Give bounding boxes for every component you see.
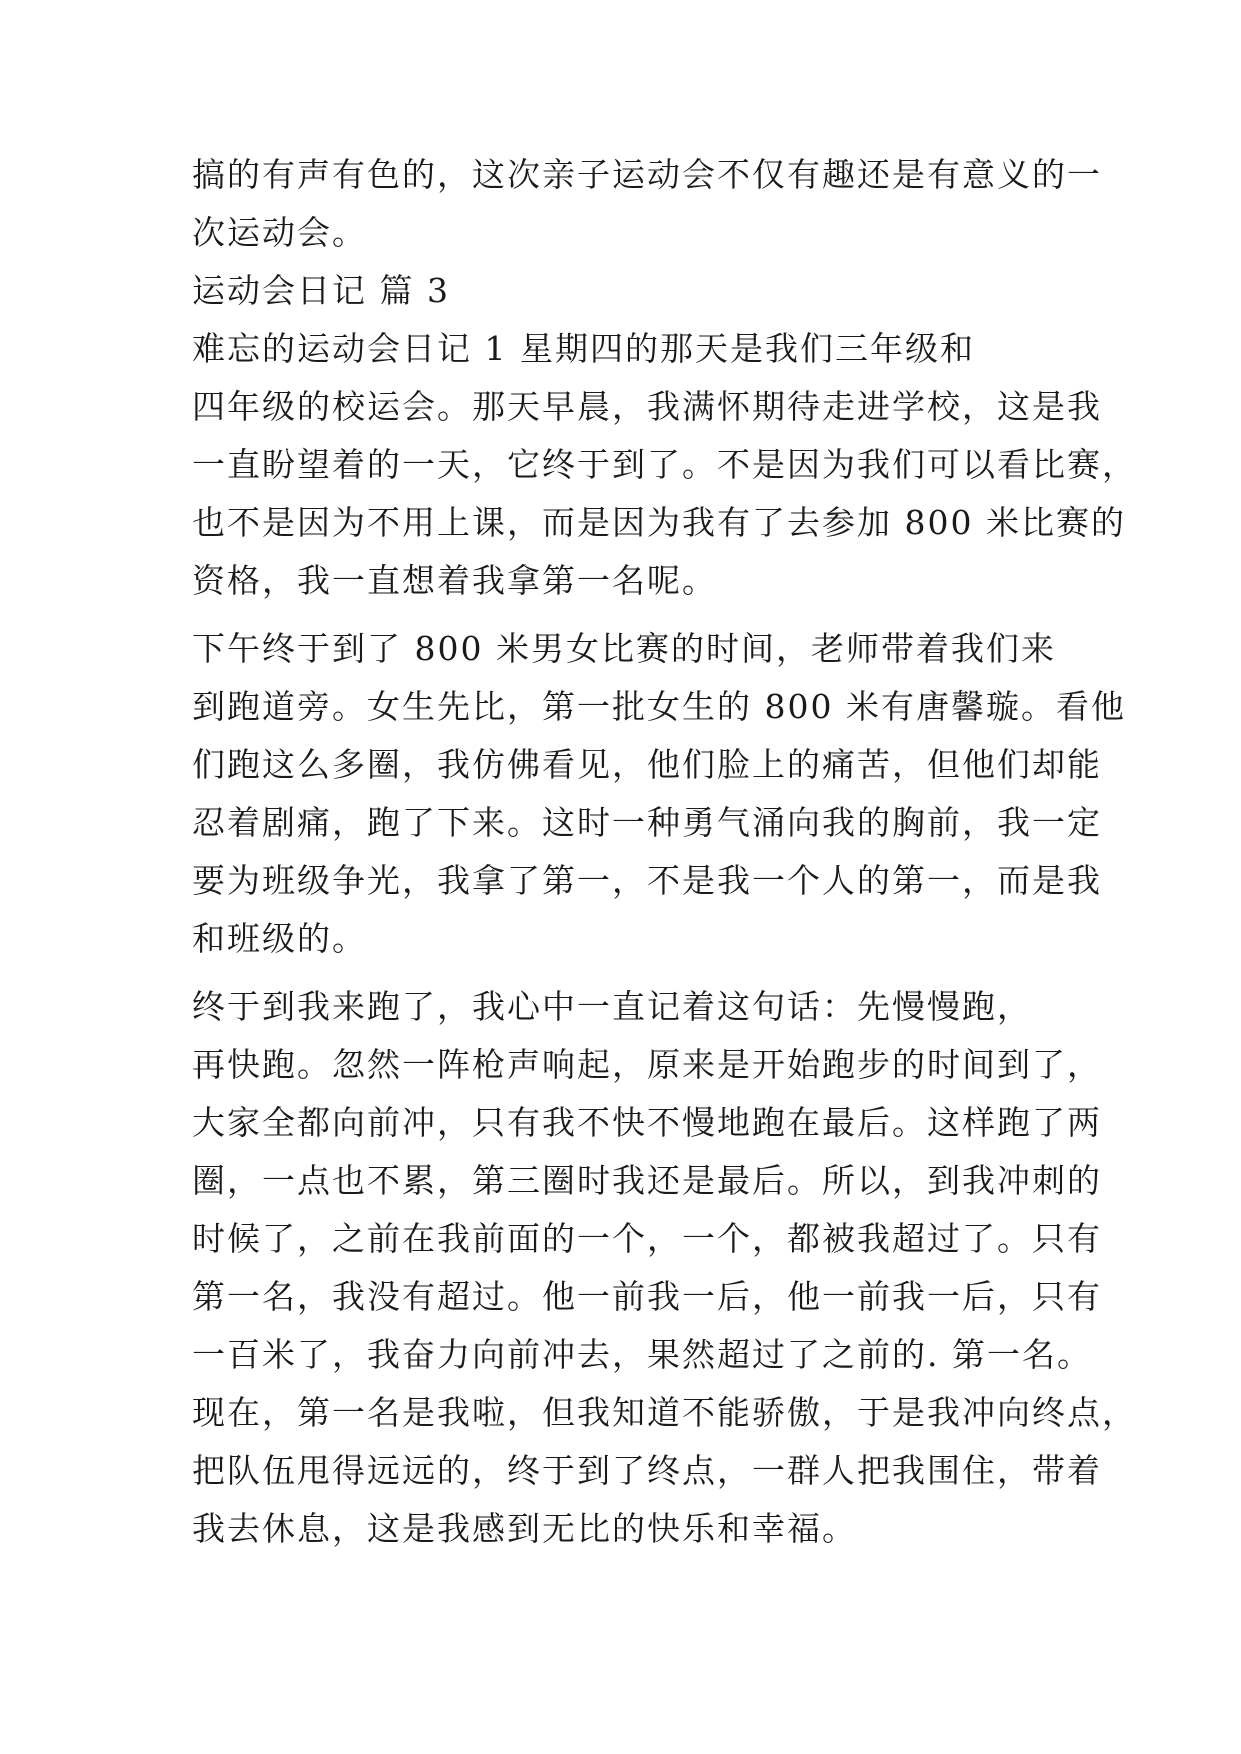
paragraph-3 (192, 978, 1137, 1558)
document-page (192, 146, 1137, 1558)
text-line: 次运动会。 (192, 213, 367, 252)
text-line: 要为班级争光，我拿了第一，不是我一个人的第一，而是我 (192, 861, 1102, 900)
text-line: 第一名，我没有超过。他一前我一后，他一前我一后，只有 (192, 1277, 1102, 1316)
text-line: 一直盼望着的一天，它终于到了。不是因为我们可以看比赛， (192, 445, 1137, 484)
text-line: 时候了，之前在我前面的一个，一个，都被我超过了。只有 (192, 1219, 1102, 1258)
text-line: 一百米了，我奋力向前冲去，果然超过了之前的. 第一名。 (192, 1335, 1092, 1374)
paragraph-2 (192, 620, 1126, 968)
paragraph-1 (192, 320, 1137, 610)
text-line: 现在，第一名是我啦，但我知道不能骄傲，于是我冲向终点， (192, 1393, 1137, 1432)
text-line: 也不是因为不用上课，而是因为我有了去参加 800 米比赛的 (192, 503, 1126, 542)
text-line: 再快跑。忽然一阵枪声响起，原来是开始跑步的时间到了， (192, 1045, 1102, 1084)
text-line: 搞的有声有色的，这次亲子运动会不仅有趣还是有意义的一 (192, 155, 1102, 194)
text-line: 我去休息，这是我感到无比的快乐和幸福。 (192, 1509, 857, 1548)
text-line: 和班级的。 (192, 919, 367, 958)
text-line: 难忘的运动会日记 1 星期四的那天是我们三年级和 (192, 329, 975, 368)
text-line: 把队伍甩得远远的，终于到了终点，一群人把我围住，带着 (192, 1451, 1102, 1490)
text-line: 们跑这么多圈，我仿佛看见，他们脸上的痛苦，但他们却能 (192, 745, 1102, 784)
text-line: 到跑道旁。女生先比，第一批女生的 800 米有唐馨璇。看他 (192, 687, 1126, 726)
section-heading: 运动会日记 篇 3 (192, 271, 450, 310)
text-line: 资格，我一直想着我拿第一名呢。 (192, 561, 717, 600)
text-line: 圈，一点也不累，第三圈时我还是最后。所以，到我冲刺的 (192, 1161, 1102, 1200)
text-line: 大家全都向前冲，只有我不快不慢地跑在最后。这样跑了两 (192, 1103, 1102, 1142)
paragraph-spacer (192, 610, 1052, 620)
continuation-paragraph (192, 146, 1102, 262)
text-line: 四年级的校运会。那天早晨，我满怀期待走进学校，这是我 (192, 387, 1102, 426)
text-line: 下午终于到了 800 米男女比赛的时间，老师带着我们来 (192, 629, 1056, 668)
paragraph-spacer (192, 968, 1052, 978)
text-line: 忍着剧痛，跑了下来。这时一种勇气涌向我的胸前，我一定 (192, 803, 1102, 842)
text-line: 终于到我来跑了，我心中一直记着这句话：先慢慢跑， (192, 987, 1032, 1026)
